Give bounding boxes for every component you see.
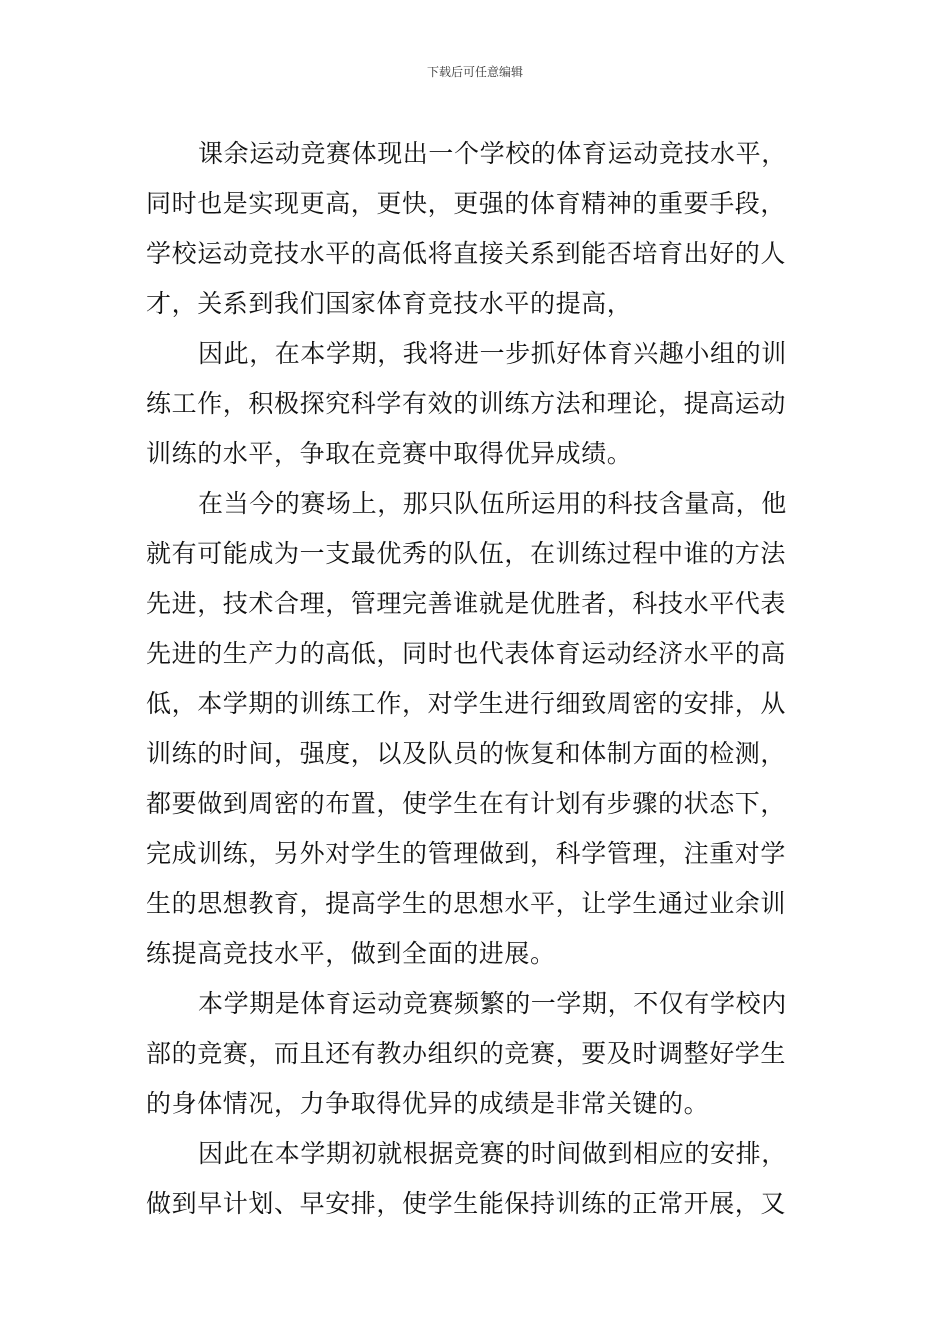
paragraph-line: 在当今的赛场上，那只队伍所运用的科技含量高，他 [198, 489, 787, 518]
paragraph-line: 练工作，积极探究科学有效的训练方法和理论，提高运动 [146, 389, 787, 418]
paragraph-line: 训练的时间，强度，以及队员的恢复和体制方面的检测， [146, 739, 787, 768]
paragraph-line: 做到早计划、早安排，使学生能保持训练的正常开展，又 [146, 1189, 787, 1218]
paragraph-2 [146, 329, 809, 479]
paragraph-line: 因此在本学期初就根据竞赛的时间做到相应的安排， [198, 1139, 787, 1168]
paragraph-line: 因此，在本学期，我将进一步抓好体育兴趣小组的训 [198, 339, 787, 368]
paragraph-line: 的身体情况，力争取得优异的成绩是非常关键的。 [146, 1089, 710, 1118]
paragraph-3 [146, 479, 809, 979]
paragraph-line: 学校运动竞技水平的高低将直接关系到能否培育出好的人 [146, 239, 787, 268]
paragraph-line: 生的思想教育，提高学生的思想水平，让学生通过业余训 [146, 889, 787, 918]
paragraph-1 [146, 129, 809, 329]
paragraph-line: 训练的水平，争取在竞赛中取得优异成绩。 [146, 439, 633, 468]
paragraph-line: 就有可能成为一支最优秀的队伍，在训练过程中谁的方法 [146, 539, 787, 568]
paragraph-line: 部的竞赛，而且还有教办组织的竞赛，要及时调整好学生 [146, 1039, 787, 1068]
paragraph-line: 完成训练，另外对学生的管理做到，科学管理，注重对学 [146, 839, 787, 868]
document-body [146, 129, 809, 1229]
paragraph-line: 练提高竞技水平，做到全面的进展。 [146, 939, 556, 968]
page-header-note: 下载后可任意编辑 [426, 65, 523, 79]
paragraph-line: 本学期是体育运动竞赛频繁的一学期，不仅有学校内 [198, 989, 787, 1018]
paragraph-line: 先进，技术合理，管理完善谁就是优胜者，科技水平代表 [146, 589, 787, 618]
paragraph-line: 都要做到周密的布置，使学生在有计划有步骤的状态下， [146, 789, 787, 818]
paragraph-line: 先进的生产力的高低，同时也代表体育运动经济水平的高 [146, 639, 787, 668]
paragraph-line: 同时也是实现更高，更快，更强的体育精神的重要手段， [146, 189, 787, 218]
paragraph-line: 低，本学期的训练工作，对学生进行细致周密的安排，从 [146, 689, 787, 718]
paragraph-line: 课余运动竞赛体现出一个学校的体育运动竞技水平， [198, 139, 787, 168]
paragraph-line: 才，关系到我们国家体育竞技水平的提高， [146, 289, 633, 318]
paragraph-5 [146, 1129, 809, 1229]
paragraph-4 [146, 979, 809, 1129]
